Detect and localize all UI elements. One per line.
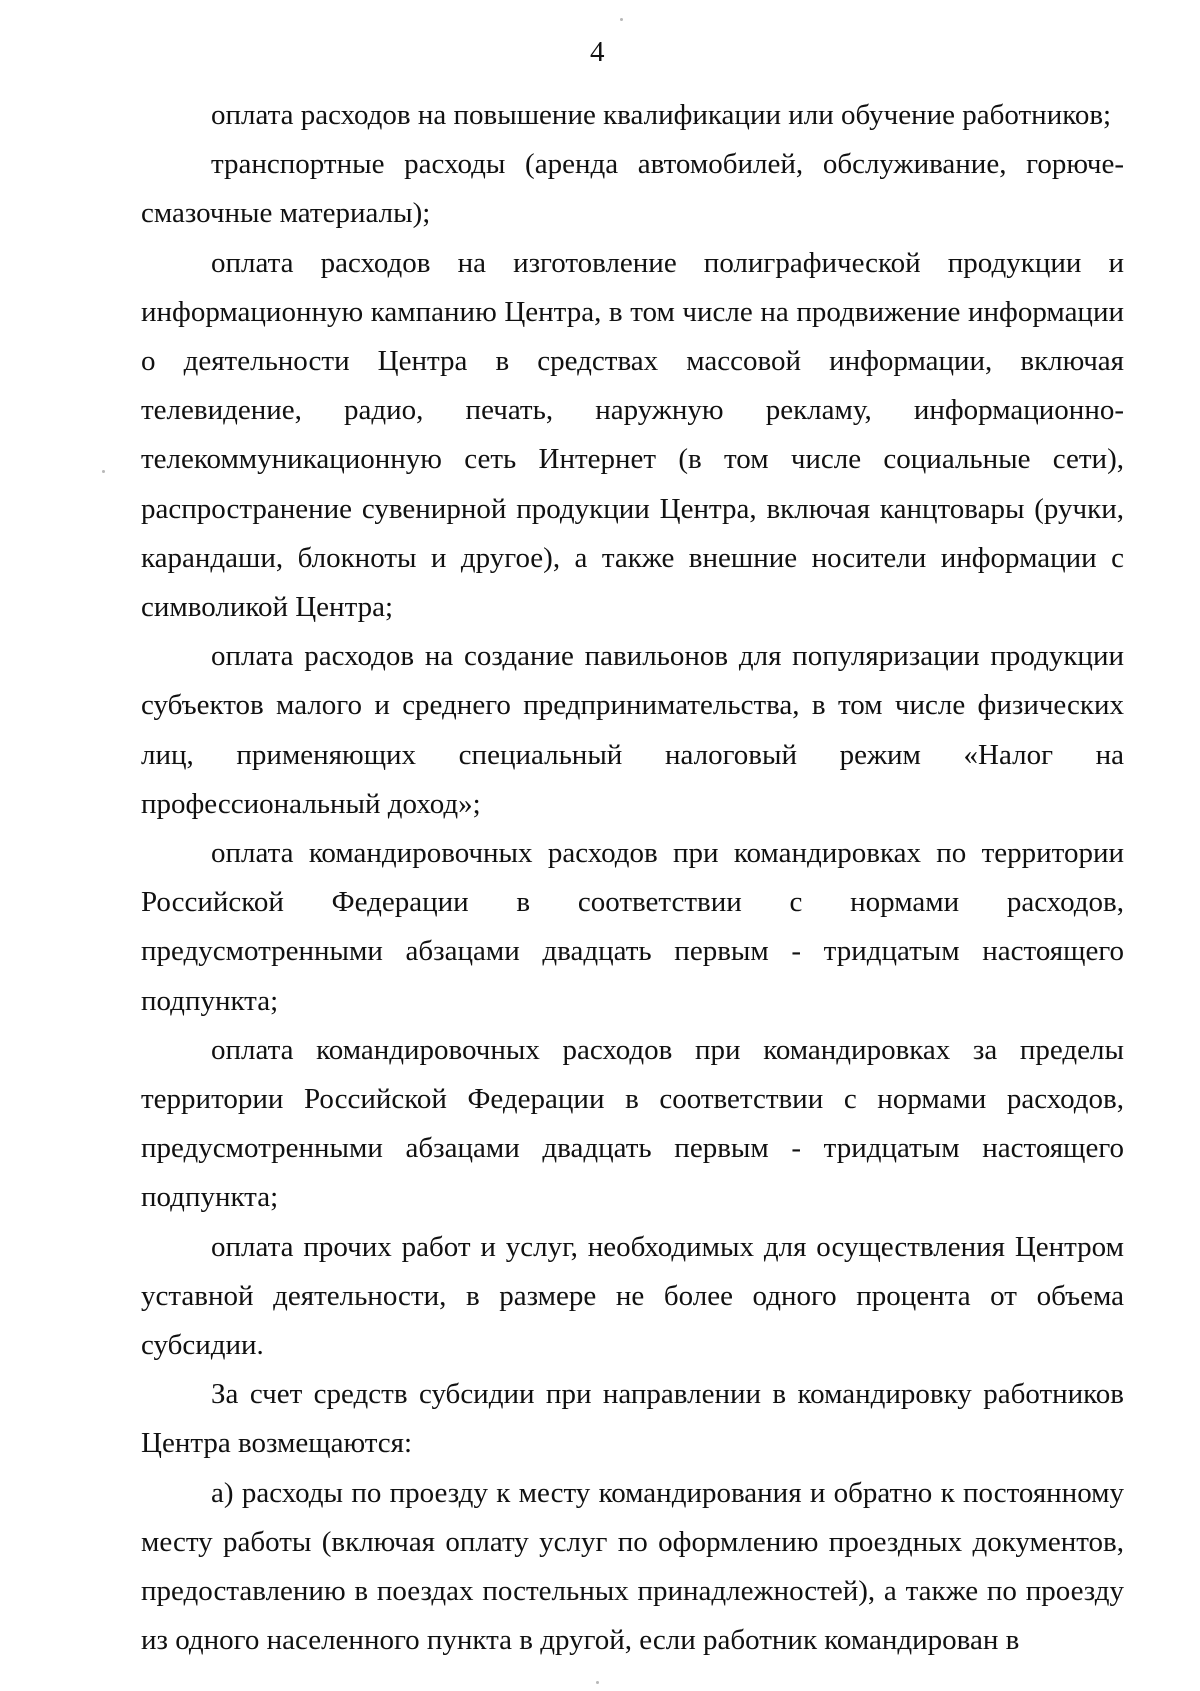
paragraph-item-a-travel-expenses: а) расходы по проезду к месту командирования и обратно к постоянному месту работы (включая оплату услуг по оформлению проездных документов, предоставлению в поездах постельных принадлежностей), а также по проезду из одного населенного пункта в другой, если работник командирован в	[141, 1476, 1124, 1657]
paragraph-transport-costs: транспортные расходы (аренда автомобилей, обслуживание, горюче-смазочные материалы);	[141, 148, 1124, 230]
document-body	[141, 91, 1124, 1666]
scan-speck	[102, 470, 105, 473]
paragraph-domestic-travel: оплата командировочных расходов при командировках по территории Российской Федерации в соответствии с нормами расходов, предусмотренными абзацами двадцать первым - тридцатым настоящего подпункта;	[141, 837, 1124, 1017]
scan-speck	[596, 1681, 599, 1684]
paragraph-training-costs: оплата расходов на повышение квалификации или обучение работников;	[211, 99, 1112, 131]
page-number: 4	[590, 36, 605, 68]
paragraph-printing-and-promotion: оплата расходов на изготовление полиграфической продукции и информационную кампанию Центра, в том числе на продвижение информации о деятельности Центра в средствах массовой информации, включая телевидение, радио, печать, наружную рекламу, информационно-телекоммуникационную сеть Интернет (в том числе социальные сети), распространение сувенирной продукции Центра, включая канцтовары (ручки, карандаши, блокноты и другое), а также внешние носители информации с символикой Центра;	[141, 246, 1124, 624]
paragraph-other-services: оплата прочих работ и услуг, необходимых для осуществления Центром уставной деятельности, в размере не более одного процента от объема субсидии.	[141, 1230, 1124, 1362]
paragraph-reimbursement-intro: За счет средств субсидии при направлении в командировку работников Центра возмещаются:	[141, 1378, 1124, 1460]
paragraph-foreign-travel: оплата командировочных расходов при командировках за пределы территории Российской Федерации в соответствии с нормами расходов, предусмотренными абзацами двадцать первым - тридцатым настоящего подпункта;	[141, 1033, 1124, 1214]
paragraph-pavilions: оплата расходов на создание павильонов для популяризации продукции субъектов малого и среднего предпринимательства, в том числе физических лиц, применяющих специальный налоговый режим «Налог на профессиональный доход»;	[141, 640, 1124, 820]
scan-speck	[620, 18, 623, 21]
